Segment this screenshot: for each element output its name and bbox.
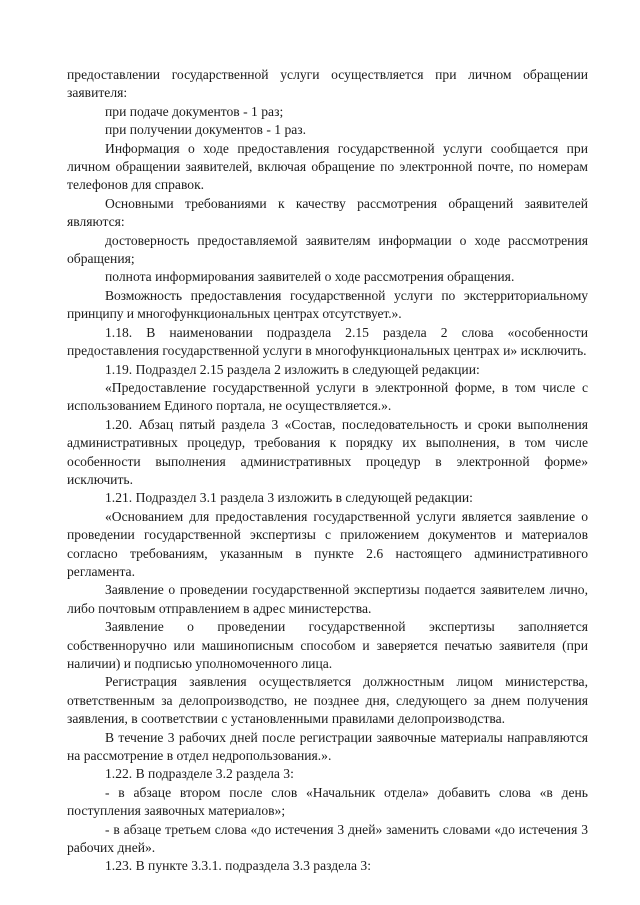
quoted-paragraph: «Основанием для предоставления государственной услуги является заявление о проведении государственной экспертизы с приложением документов и материалов согласно требованиям, указанным в пункте 2.6 настоящего административного регламента. xyxy=(67,508,588,579)
clause-1-23: 1.23. В пункте 3.3.1. подраздела 3.3 раздела 3: xyxy=(105,858,371,874)
clause-1-18: 1.18. В наименовании подраздела 2.15 раздела 2 слова «особенности предоставления государственной услуги в многофункциональных центрах и» исключить. xyxy=(67,324,588,359)
paragraph: В течение 3 рабочих дней после регистрации заявочные материалы направляются на рассмотрение в отдел недропользования.». xyxy=(67,729,588,764)
paragraph: Основными требованиями к качеству рассмотрения обращений заявителей являются: xyxy=(67,195,588,230)
clause-1-21: 1.21. Подраздел 3.1 раздела 3 изложить в следующей редакции: xyxy=(105,490,473,506)
list-item: - в абзаце третьем слова «до истечения 3 дней» заменить словами «до истечения 3 рабочих дней». xyxy=(67,821,588,856)
clause-1-20: 1.20. Абзац пятый раздела 3 «Состав, последовательность и сроки выполнения административных процедур, требования к порядку их выполнения, в том числе особенности выполнения административных процедур в электронной форме» исключить. xyxy=(67,416,588,487)
paragraph: Возможность предоставления государственной услуги по экстерриториальному принципу и многофункциональных центрах отсутствует.». xyxy=(67,287,588,322)
list-item: полнота информирования заявителей о ходе рассмотрения обращения. xyxy=(105,269,515,285)
clause-1-22: 1.22. В подразделе 3.2 раздела 3: xyxy=(105,766,294,782)
paragraph: Информация о ходе предоставления государственной услуги сообщается при личном обращении заявителей, включая обращение по электронной почте, по номерам телефонов для справок. xyxy=(67,140,588,193)
paragraph: Заявление о проведении государственной экспертизы заполняется собственноручно или машинописным способом и заверяется печатью заявителя (при наличии) и подписью уполномоченного лица. xyxy=(67,619,588,671)
list-item: достоверность предоставляемой заявителям информации о ходе рассмотрения обращения; xyxy=(67,232,588,267)
clause-1-19: 1.19. Подраздел 2.15 раздела 2 изложить в следующей редакции: xyxy=(105,361,480,377)
list-item: при подаче документов - 1 раз; xyxy=(105,103,284,119)
quoted-paragraph: «Предоставление государственной услуги в электронной форме, в том числе с использованием Единого портала, не осуществляется.». xyxy=(67,379,588,414)
list-item: при получении документов - 1 раз. xyxy=(105,122,307,138)
paragraph: Заявление о проведении государственной экспертизы подается заявителем лично, либо почтовым отправлением в адрес министерства. xyxy=(67,582,588,616)
paragraph: Регистрация заявления осуществляется должностным лицом министерства, ответственным за делопроизводство, не позднее дня, следующего за днем получения заявления, в соответствии с установленными правилами делопроизводства. xyxy=(67,674,588,727)
paragraph-continuation: предоставлении государственной услуги осуществляется при личном обращении заявителя: xyxy=(67,67,588,101)
list-item: - в абзаце втором после слов «Начальник отдела» добавить слова «в день поступления заявочных материалов»; xyxy=(67,784,588,819)
